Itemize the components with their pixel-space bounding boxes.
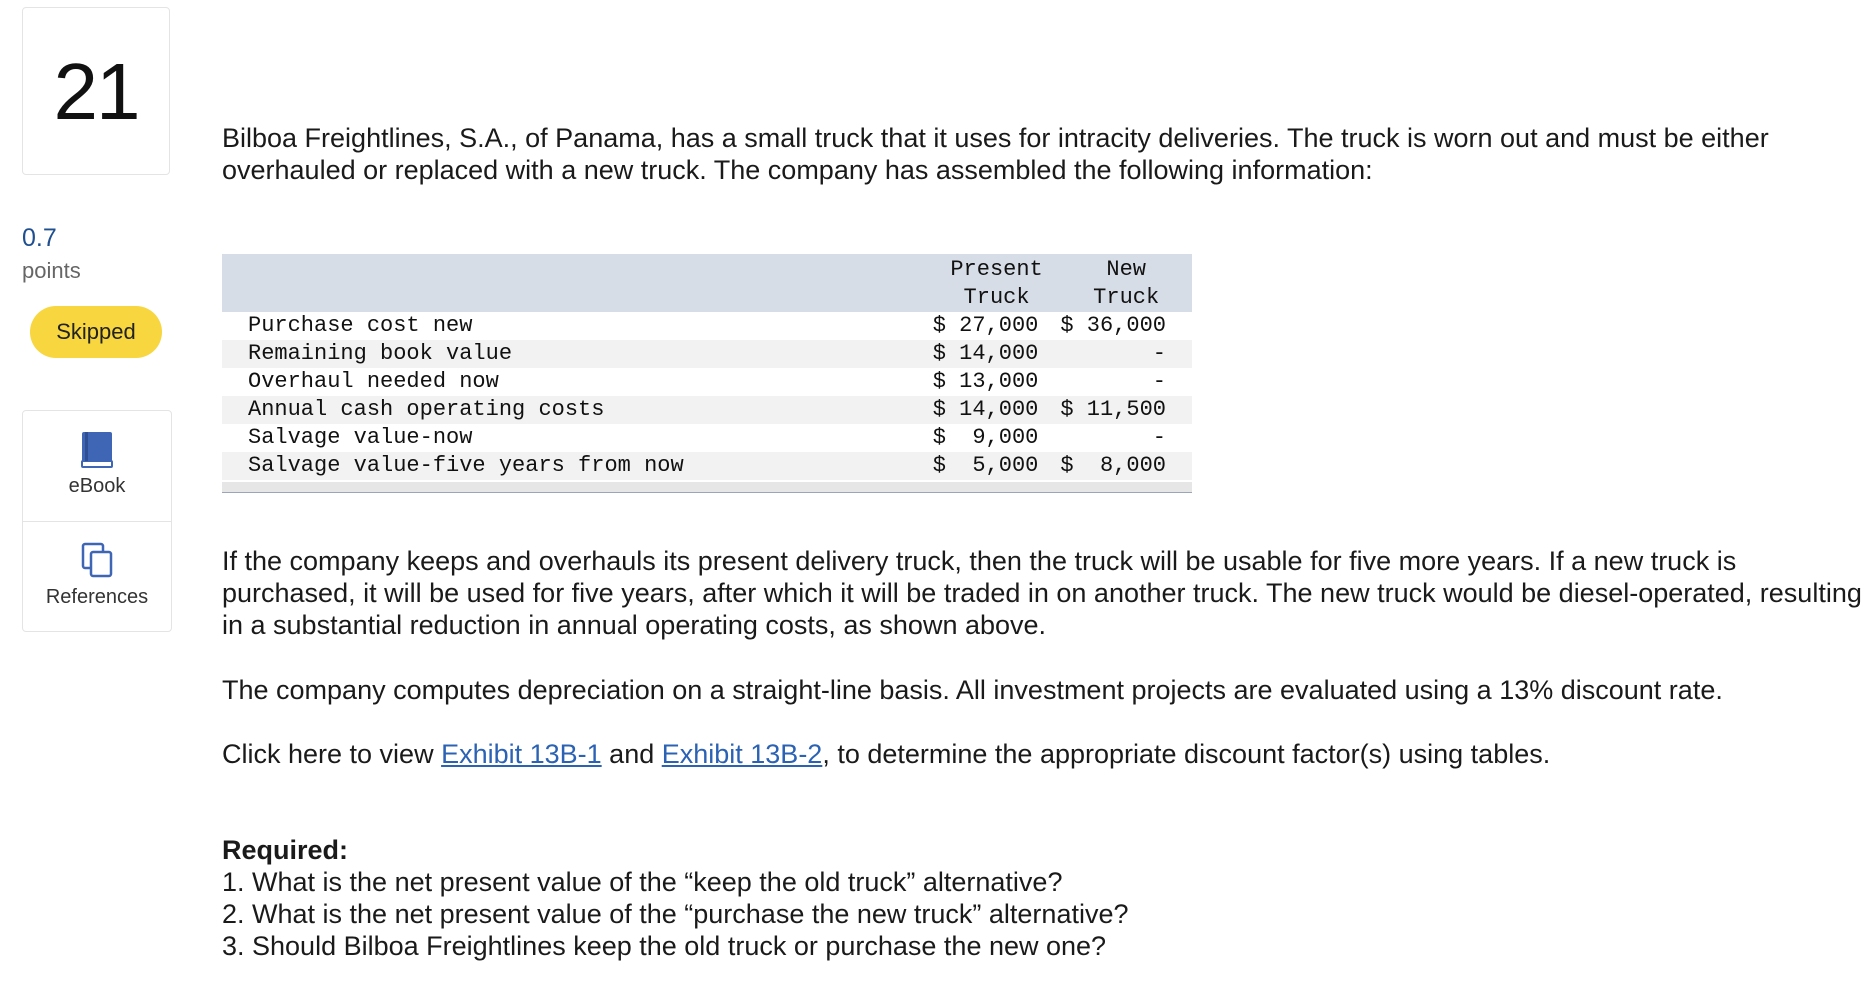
copy-icon bbox=[80, 542, 114, 580]
table-row bbox=[222, 340, 1192, 368]
points-value: 0.7 bbox=[22, 224, 57, 252]
present-truck-value: $ 27,000 bbox=[932, 313, 1039, 338]
required-item: 2. What is the net present value of the “purchase the new truck” alternative? bbox=[222, 899, 1129, 929]
header-new-line2: Truck bbox=[1093, 285, 1160, 310]
present-truck-value: $ 13,000 bbox=[932, 369, 1039, 394]
header-present-line1: Present bbox=[950, 257, 1043, 282]
depreciation-paragraph: The company computes depreciation on a straight-line basis. All investment projects are evaluated using a 13% discount rate. bbox=[222, 675, 1723, 705]
keep-vs-new-paragraph: If the company keeps and overhauls its present delivery truck, then the truck will be usable for five more years. If a new truck is purchased, it will be used for five years, after which it will be traded in on another truck. The new truck would be diesel-operated, resulting in a substantial reduction in annual operating costs, as shown above. bbox=[222, 546, 1862, 640]
tools-panel bbox=[22, 410, 172, 632]
header-new-truck bbox=[1060, 254, 1192, 312]
exhibit-suffix: , to determine the appropriate discount factor(s) using tables. bbox=[822, 739, 1551, 769]
table-row bbox=[222, 368, 1192, 396]
present-truck-value: $ 9,000 bbox=[932, 425, 1039, 450]
row-label: Annual cash operating costs bbox=[248, 397, 605, 422]
row-label: Remaining book value bbox=[248, 341, 513, 366]
present-truck-value: $ 14,000 bbox=[932, 397, 1039, 422]
row-label: Overhaul needed now bbox=[248, 369, 499, 394]
exhibit-prefix: Click here to view bbox=[222, 739, 442, 769]
present-truck-value: $ 5,000 bbox=[932, 453, 1039, 478]
ebook-label: eBook bbox=[68, 475, 126, 497]
table-header-blank bbox=[222, 254, 933, 312]
question-number: 21 bbox=[53, 47, 139, 136]
required-section bbox=[222, 834, 1862, 962]
header-present-line2: Truck bbox=[963, 285, 1030, 310]
header-present-truck bbox=[933, 254, 1061, 312]
new-truck-value: - bbox=[1152, 369, 1166, 394]
table-row bbox=[222, 396, 1192, 424]
intro-paragraph: Bilboa Freightlines, S.A., of Panama, has a small truck that it uses for intracity deliveries. The truck is worn out and must be either overhauled or replaced with a new truck. The company has assembled the following information: bbox=[222, 123, 1769, 185]
table-footer bbox=[222, 481, 1192, 493]
new-truck-value: $ 8,000 bbox=[1060, 453, 1166, 478]
table-header-row bbox=[222, 254, 1192, 312]
book-icon bbox=[80, 431, 114, 469]
truck-data-table bbox=[222, 254, 1192, 493]
row-label: Salvage value-five years from now bbox=[248, 453, 684, 478]
table-row bbox=[222, 452, 1192, 481]
required-item: 1. What is the net present value of the “keep the old truck” alternative? bbox=[222, 867, 1063, 897]
required-title: Required: bbox=[222, 835, 349, 865]
table-footer-row bbox=[222, 481, 1192, 493]
exhibit-13b-1-link[interactable]: Exhibit 13B-1 bbox=[441, 739, 602, 769]
table-row bbox=[222, 424, 1192, 452]
exhibit-and: and bbox=[601, 739, 662, 769]
present-truck-value: $ 14,000 bbox=[932, 341, 1039, 366]
points-label: points bbox=[22, 258, 81, 283]
new-truck-value: - bbox=[1152, 341, 1166, 366]
references-button[interactable] bbox=[23, 521, 171, 632]
table-row bbox=[222, 312, 1192, 340]
row-label: Purchase cost new bbox=[248, 313, 473, 338]
references-label: References bbox=[45, 586, 149, 608]
required-item: 3. Should Bilboa Freightlines keep the old truck or purchase the new one? bbox=[222, 931, 1107, 961]
header-new-line1: New bbox=[1106, 257, 1146, 282]
row-label: Salvage value-now bbox=[248, 425, 473, 450]
exhibit-paragraph bbox=[222, 738, 1862, 770]
ebook-button[interactable] bbox=[23, 411, 171, 521]
exhibit-13b-2-link[interactable]: Exhibit 13B-2 bbox=[661, 739, 823, 769]
new-truck-value: $ 11,500 bbox=[1060, 397, 1166, 422]
question-number-card bbox=[22, 7, 170, 175]
status-badge: Skipped bbox=[30, 306, 162, 358]
new-truck-value: $ 36,000 bbox=[1060, 313, 1166, 338]
new-truck-value: - bbox=[1152, 425, 1166, 450]
